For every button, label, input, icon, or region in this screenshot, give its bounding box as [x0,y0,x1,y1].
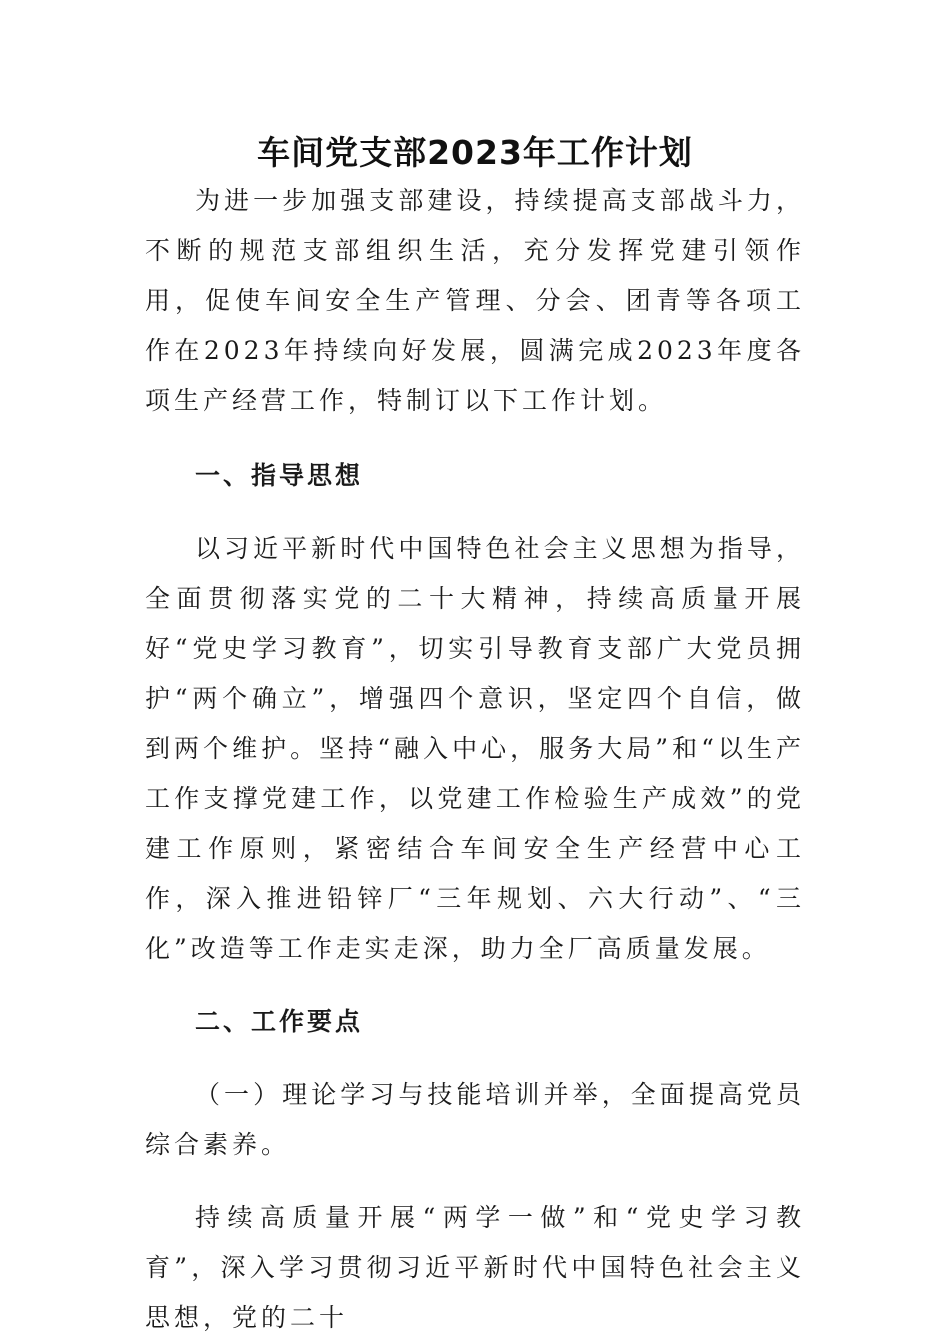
document-body [145,176,805,1343]
subsection-heading-theory-study: （一）理论学习与技能培训并举，全面提高党员综合素养。 [145,1080,805,1159]
section-heading-guiding-ideology: 一、指导思想 [195,461,364,490]
work-points-paragraph: 持续高质量开展“两学一做”和“党史学习教育”，深入学习贯彻习近平新时代中国特色社会主义思想，党的二十 [145,1203,805,1332]
section-heading-work-points: 二、工作要点 [195,1007,364,1036]
intro-paragraph: 为进一步加强支部建设，持续提高支部战斗力，不断的规范支部组织生活，充分发挥党建引领作用，促使车间安全生产管理、分会、团青等各项工作在2023年持续向好发展，圆满完成2023年度各项生产经营工作，特制订以下工作计划。 [145,186,805,415]
document-title: 车间党支部2023年工作计划 [257,133,693,172]
guiding-ideology-paragraph: 以习近平新时代中国特色社会主义思想为指导，全面贯彻落实党的二十大精神，持续高质量开展好“党史学习教育”，切实引导教育支部广大党员拥护“两个确立”，增强四个意识，坚定四个自信，做到两个维护。坚持“融入中心，服务大局”和“以生产工作支撑党建工作，以党建工作检验生产成效”的党建工作原则，紧密结合车间安全生产经营中心工作，深入推进铅锌厂“三年规划、六大行动”、“三化”改造等工作走实走深，助力全厂高质量发展。 [145,534,805,963]
